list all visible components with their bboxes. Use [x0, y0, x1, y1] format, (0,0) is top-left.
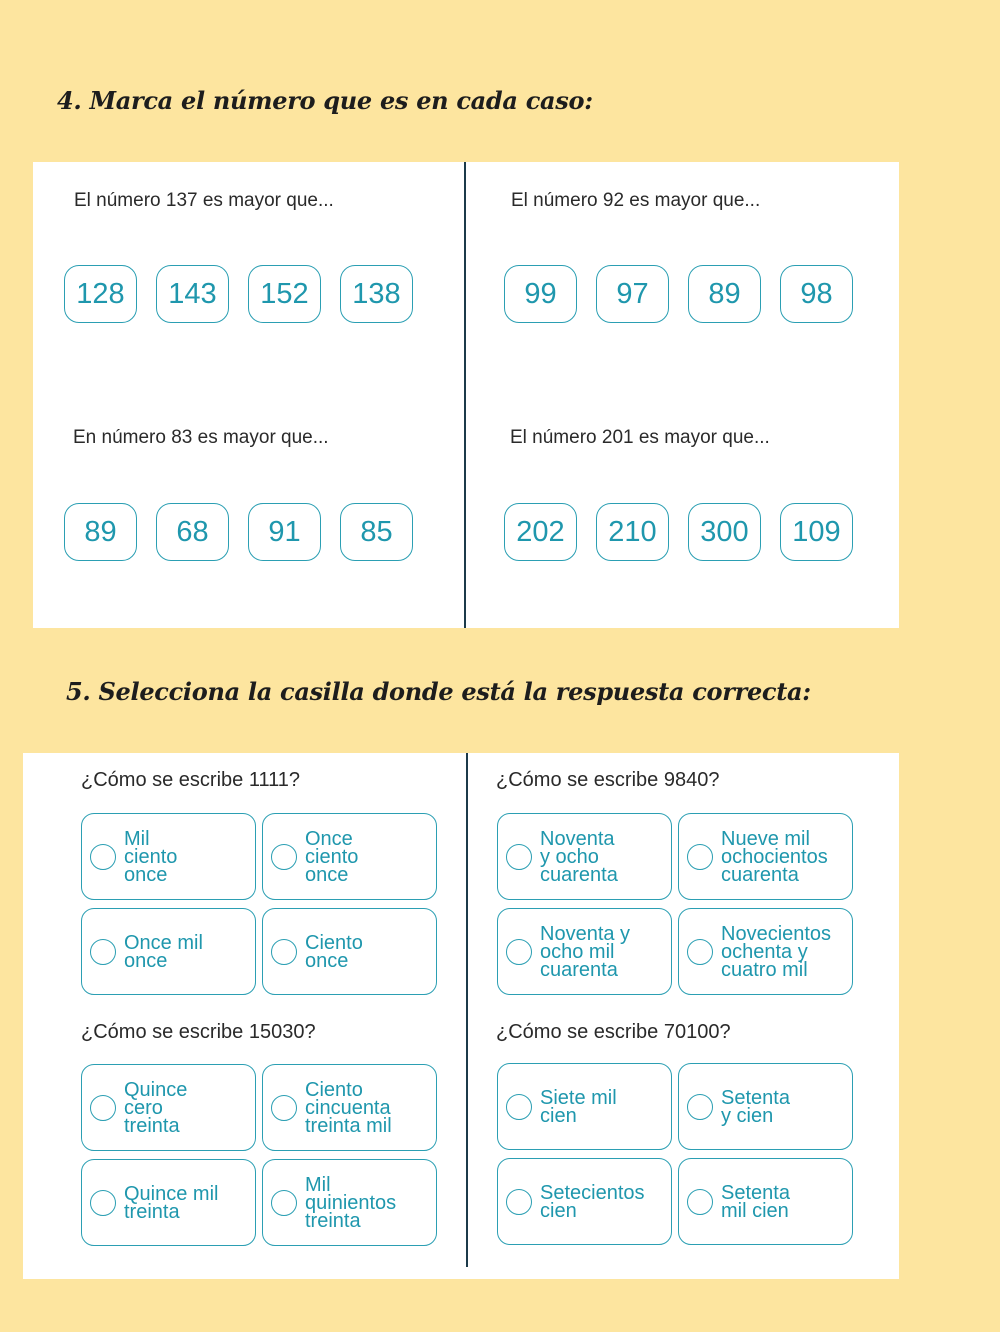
question-text: En número 83 es mayor que...: [73, 427, 329, 448]
radio-button[interactable]: [687, 1094, 713, 1120]
number-option[interactable]: 202: [504, 503, 577, 561]
answer-label: Quince cero treinta: [124, 1078, 188, 1137]
answer-label: Noventa y ocho mil cuarenta: [540, 922, 631, 981]
answer-option[interactable]: [81, 813, 256, 900]
answer-label: Quince mil treinta: [124, 1182, 219, 1223]
radio-button[interactable]: [271, 939, 297, 965]
answer-option[interactable]: [262, 1064, 437, 1151]
answer-option[interactable]: [497, 1158, 672, 1245]
answer-label: Setecientos cien: [540, 1181, 645, 1222]
radio-button[interactable]: [90, 844, 116, 870]
question-text: El número 92 es mayor que...: [511, 190, 761, 211]
answer-label: Once mil once: [124, 931, 203, 972]
number-option[interactable]: 210: [596, 503, 669, 561]
number-option[interactable]: 128: [64, 265, 137, 323]
answer-label: Mil ciento once: [124, 827, 178, 886]
number-option[interactable]: 143: [156, 265, 229, 323]
radio-button[interactable]: [687, 1189, 713, 1215]
radio-button[interactable]: [687, 939, 713, 965]
number-options: [64, 265, 413, 323]
answer-label: Nueve mil ochocientos cuarenta: [721, 827, 828, 886]
answer-label: Mil quinientos treinta: [305, 1173, 397, 1232]
radio-button[interactable]: [90, 939, 116, 965]
radio-button[interactable]: [687, 844, 713, 870]
number-option[interactable]: 89: [688, 265, 761, 323]
question-text: El número 137 es mayor que...: [74, 190, 334, 211]
answer-label: Ciento once: [305, 931, 363, 972]
question-text: ¿Cómo se escribe 1111?: [81, 769, 300, 791]
answer-label: Setenta mil cien: [721, 1181, 790, 1222]
answer-option[interactable]: [81, 1064, 256, 1151]
panel-divider: [464, 162, 466, 628]
section-4-heading: 4. Marca el número que es en cada caso:: [57, 86, 593, 115]
answer-label: Siete mil cien: [540, 1086, 617, 1127]
answer-options: [81, 1064, 437, 1246]
answer-option[interactable]: [497, 908, 672, 995]
radio-button[interactable]: [271, 1095, 297, 1121]
number-option[interactable]: 99: [504, 265, 577, 323]
panel-divider: [466, 753, 468, 1267]
radio-button[interactable]: [90, 1190, 116, 1216]
question-text: El número 201 es mayor que...: [510, 427, 770, 448]
answer-option[interactable]: [678, 1158, 853, 1245]
answer-label: Novecientos ochenta y cuatro mil: [721, 922, 832, 981]
radio-button[interactable]: [506, 1189, 532, 1215]
answer-option[interactable]: [497, 813, 672, 900]
radio-button[interactable]: [271, 844, 297, 870]
answer-option[interactable]: [81, 1159, 256, 1246]
radio-button[interactable]: [506, 939, 532, 965]
number-option[interactable]: 152: [248, 265, 321, 323]
answer-option[interactable]: [497, 1063, 672, 1150]
number-option[interactable]: 89: [64, 503, 137, 561]
radio-button[interactable]: [506, 844, 532, 870]
radio-button[interactable]: [506, 1094, 532, 1120]
section-4-panel: [33, 162, 899, 628]
question-text: ¿Cómo se escribe 15030?: [81, 1021, 316, 1043]
answer-option[interactable]: [678, 1063, 853, 1150]
answer-label: Setenta y cien: [721, 1086, 790, 1127]
number-options: [64, 503, 413, 561]
answer-options: [81, 813, 437, 995]
number-option[interactable]: 138: [340, 265, 413, 323]
number-option[interactable]: 98: [780, 265, 853, 323]
answer-option[interactable]: [81, 908, 256, 995]
section-5-panel: [23, 753, 899, 1279]
section-5-heading: 5. Selecciona la casilla donde está la respuesta correcta:: [66, 677, 811, 706]
number-option[interactable]: 68: [156, 503, 229, 561]
radio-button[interactable]: [90, 1095, 116, 1121]
question-text: ¿Cómo se escribe 9840?: [496, 769, 720, 791]
number-options: [504, 503, 853, 561]
number-option[interactable]: 300: [688, 503, 761, 561]
answer-options: [497, 1063, 853, 1245]
radio-button[interactable]: [271, 1190, 297, 1216]
number-options: [504, 265, 853, 323]
answer-option[interactable]: [262, 908, 437, 995]
answer-label: Noventa y ocho cuarenta: [540, 827, 618, 886]
answer-options: [497, 813, 853, 995]
question-text: ¿Cómo se escribe 70100?: [496, 1021, 731, 1043]
answer-option[interactable]: [262, 813, 437, 900]
number-option[interactable]: 109: [780, 503, 853, 561]
answer-label: Ciento cincuenta treinta mil: [305, 1078, 392, 1137]
answer-option[interactable]: [678, 908, 853, 995]
number-option[interactable]: 91: [248, 503, 321, 561]
number-option[interactable]: 85: [340, 503, 413, 561]
answer-option[interactable]: [262, 1159, 437, 1246]
answer-label: Once ciento once: [305, 827, 359, 886]
number-option[interactable]: 97: [596, 265, 669, 323]
answer-option[interactable]: [678, 813, 853, 900]
